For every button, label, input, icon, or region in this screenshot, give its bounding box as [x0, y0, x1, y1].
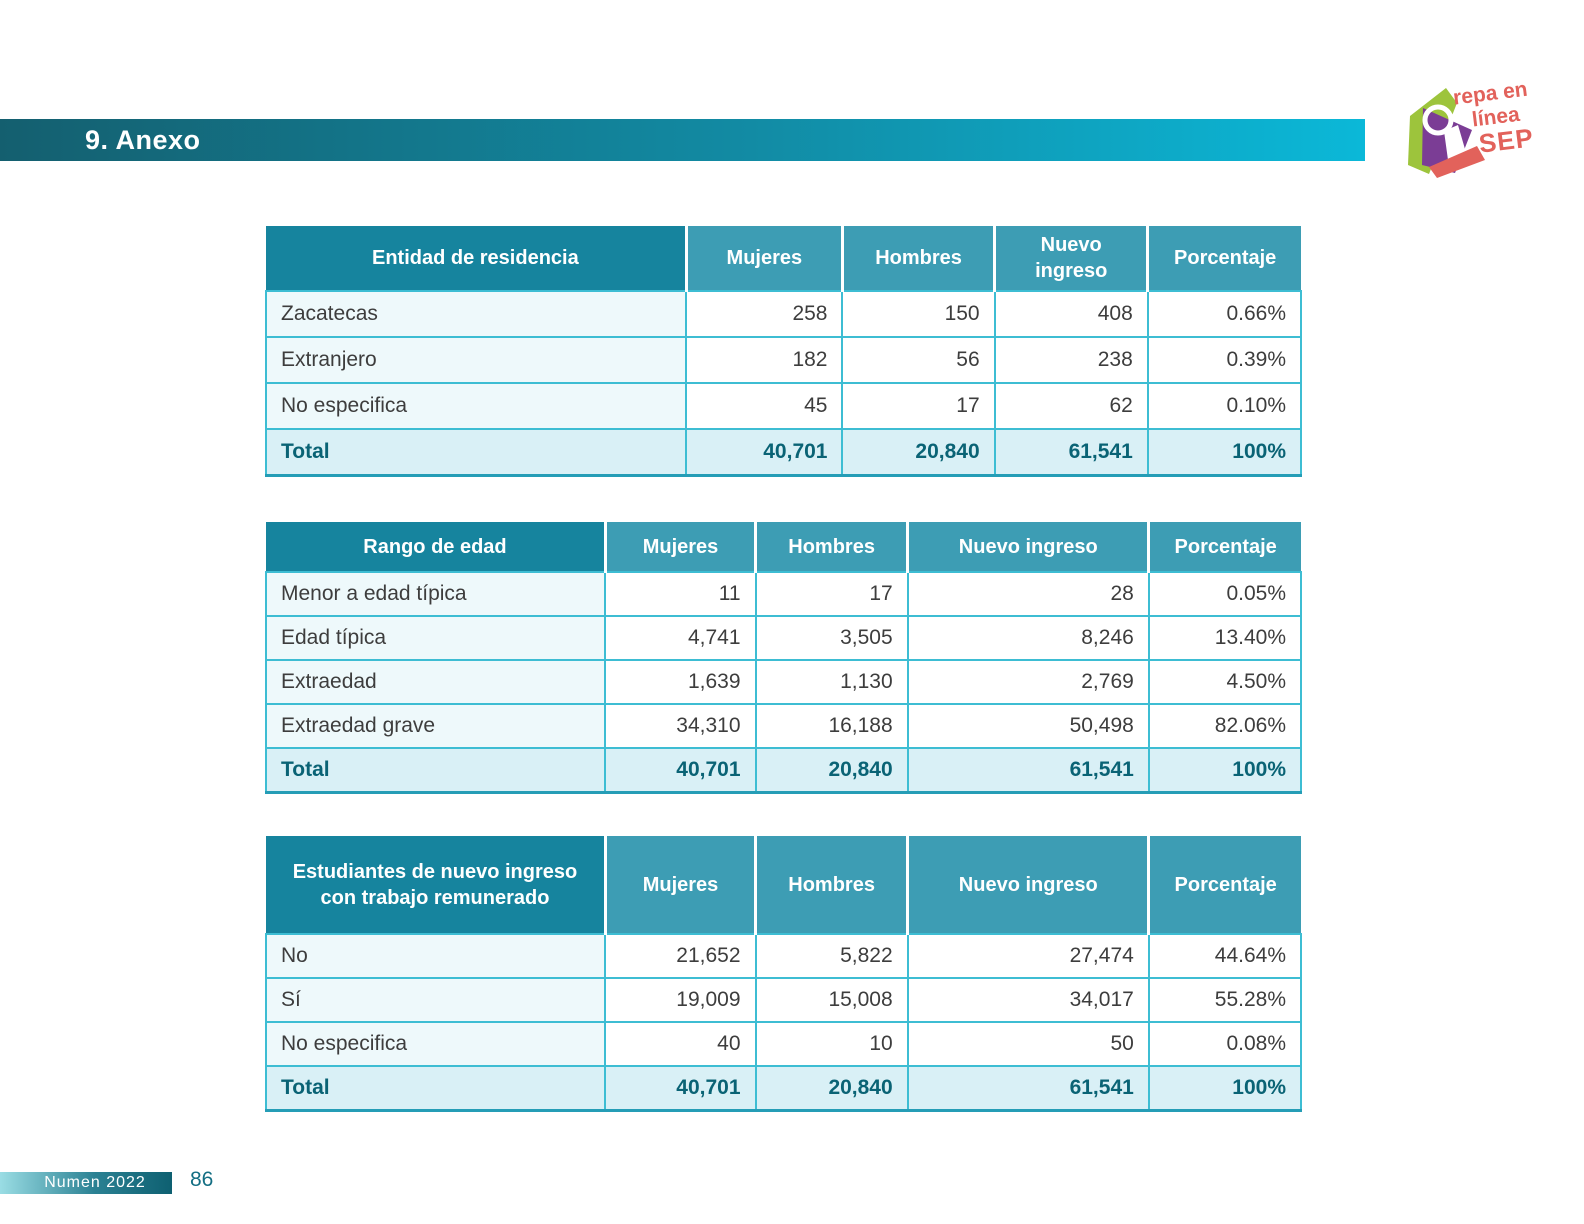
value-cell: 4,741	[605, 616, 755, 660]
row-label-cell: Edad típica	[266, 616, 605, 660]
value-cell: 50	[908, 1022, 1149, 1066]
value-cell: 1,639	[605, 660, 755, 704]
row-label-cell: Extraedad	[266, 660, 605, 704]
value-cell: 238	[995, 337, 1148, 383]
value-cell: 10	[756, 1022, 908, 1066]
prepa-en-linea-sep-logo	[1398, 77, 1568, 180]
value-cell: 40,701	[605, 1066, 755, 1110]
section-title: 9. Anexo	[85, 124, 201, 155]
footer-bar	[0, 1172, 172, 1194]
value-cell: 100%	[1149, 748, 1301, 792]
table-estudiantes-trabajo-remunerado	[265, 836, 1302, 1112]
value-cell: 408	[995, 291, 1148, 337]
logo-line-2: línea	[1470, 102, 1521, 132]
value-cell: 1,130	[756, 660, 908, 704]
column-header: Estudiantes de nuevo ingreso con trabajo remunerado	[266, 836, 605, 934]
value-cell: 55.28%	[1149, 978, 1301, 1022]
value-cell: 182	[686, 337, 842, 383]
column-header: Rango de edad	[266, 522, 605, 572]
value-cell: 27,474	[908, 934, 1149, 978]
total-row	[266, 748, 1301, 792]
value-cell: 28	[908, 572, 1149, 616]
value-cell: 3,505	[756, 616, 908, 660]
value-cell: 56	[842, 337, 994, 383]
value-cell: 0.66%	[1148, 291, 1301, 337]
column-header: Nuevo ingreso	[908, 836, 1149, 934]
table-row	[266, 1022, 1301, 1066]
row-label-cell: No especifica	[266, 1022, 605, 1066]
value-cell: 20,840	[756, 1066, 908, 1110]
row-label-cell: No especifica	[266, 383, 686, 429]
value-cell: 0.05%	[1149, 572, 1301, 616]
row-label-cell: Total	[266, 748, 605, 792]
row-label-cell: Extranjero	[266, 337, 686, 383]
value-cell: 11	[605, 572, 755, 616]
row-label-cell: Extraedad grave	[266, 704, 605, 748]
table-rango-de-edad	[265, 522, 1302, 794]
value-cell: 34,310	[605, 704, 755, 748]
row-label-cell: Sí	[266, 978, 605, 1022]
value-cell: 20,840	[756, 748, 908, 792]
column-header: Porcentaje	[1148, 226, 1301, 291]
column-header: Entidad de residencia	[266, 226, 686, 291]
row-label-cell: Zacatecas	[266, 291, 686, 337]
value-cell: 61,541	[908, 748, 1149, 792]
value-cell: 40	[605, 1022, 755, 1066]
value-cell: 50,498	[908, 704, 1149, 748]
value-cell: 15,008	[756, 978, 908, 1022]
row-label-cell: Total	[266, 1066, 605, 1110]
table-row	[266, 934, 1301, 978]
logo-line-1: repa en	[1451, 77, 1529, 110]
column-header: Mujeres	[605, 836, 755, 934]
column-header: Hombres	[756, 836, 908, 934]
table-row	[266, 660, 1301, 704]
value-cell: 100%	[1149, 1066, 1301, 1110]
value-cell: 13.40%	[1149, 616, 1301, 660]
value-cell: 45	[686, 383, 842, 429]
total-row	[266, 429, 1301, 475]
value-cell: 82.06%	[1149, 704, 1301, 748]
logo-text	[1442, 76, 1560, 161]
table-row	[266, 978, 1301, 1022]
value-cell: 150	[842, 291, 994, 337]
value-cell: 21,652	[605, 934, 755, 978]
table-row	[266, 704, 1301, 748]
value-cell: 0.10%	[1148, 383, 1301, 429]
footer-label: Numen 2022	[44, 1174, 146, 1191]
table-row	[266, 572, 1301, 616]
value-cell: 61,541	[995, 429, 1148, 475]
value-cell: 17	[756, 572, 908, 616]
table-row	[266, 383, 1301, 429]
value-cell: 44.64%	[1149, 934, 1301, 978]
value-cell: 5,822	[756, 934, 908, 978]
value-cell: 62	[995, 383, 1148, 429]
table-row	[266, 616, 1301, 660]
value-cell: 20,840	[842, 429, 994, 475]
section-title-bar	[0, 119, 1365, 161]
row-label-cell: Menor a edad típica	[266, 572, 605, 616]
column-header: Nuevo ingreso	[995, 226, 1148, 291]
row-label-cell: No	[266, 934, 605, 978]
table-row	[266, 291, 1301, 337]
value-cell: 258	[686, 291, 842, 337]
value-cell: 8,246	[908, 616, 1149, 660]
value-cell: 61,541	[908, 1066, 1149, 1110]
column-header: Porcentaje	[1149, 522, 1301, 572]
value-cell: 19,009	[605, 978, 755, 1022]
page-number: 86	[190, 1168, 214, 1191]
value-cell: 0.08%	[1149, 1022, 1301, 1066]
value-cell: 34,017	[908, 978, 1149, 1022]
value-cell: 40,701	[605, 748, 755, 792]
column-header: Hombres	[756, 522, 908, 572]
column-header: Porcentaje	[1149, 836, 1301, 934]
total-row	[266, 1066, 1301, 1110]
column-header: Mujeres	[686, 226, 842, 291]
value-cell: 17	[842, 383, 994, 429]
table-row	[266, 337, 1301, 383]
value-cell: 0.39%	[1148, 337, 1301, 383]
row-label-cell: Total	[266, 429, 686, 475]
value-cell: 2,769	[908, 660, 1149, 704]
table-entidad-de-residencia	[265, 226, 1302, 477]
column-header: Mujeres	[605, 522, 755, 572]
column-header: Nuevo ingreso	[908, 522, 1149, 572]
value-cell: 40,701	[686, 429, 842, 475]
logo-line-3: SEP	[1477, 122, 1536, 159]
column-header: Hombres	[842, 226, 994, 291]
value-cell: 4.50%	[1149, 660, 1301, 704]
value-cell: 100%	[1148, 429, 1301, 475]
value-cell: 16,188	[756, 704, 908, 748]
